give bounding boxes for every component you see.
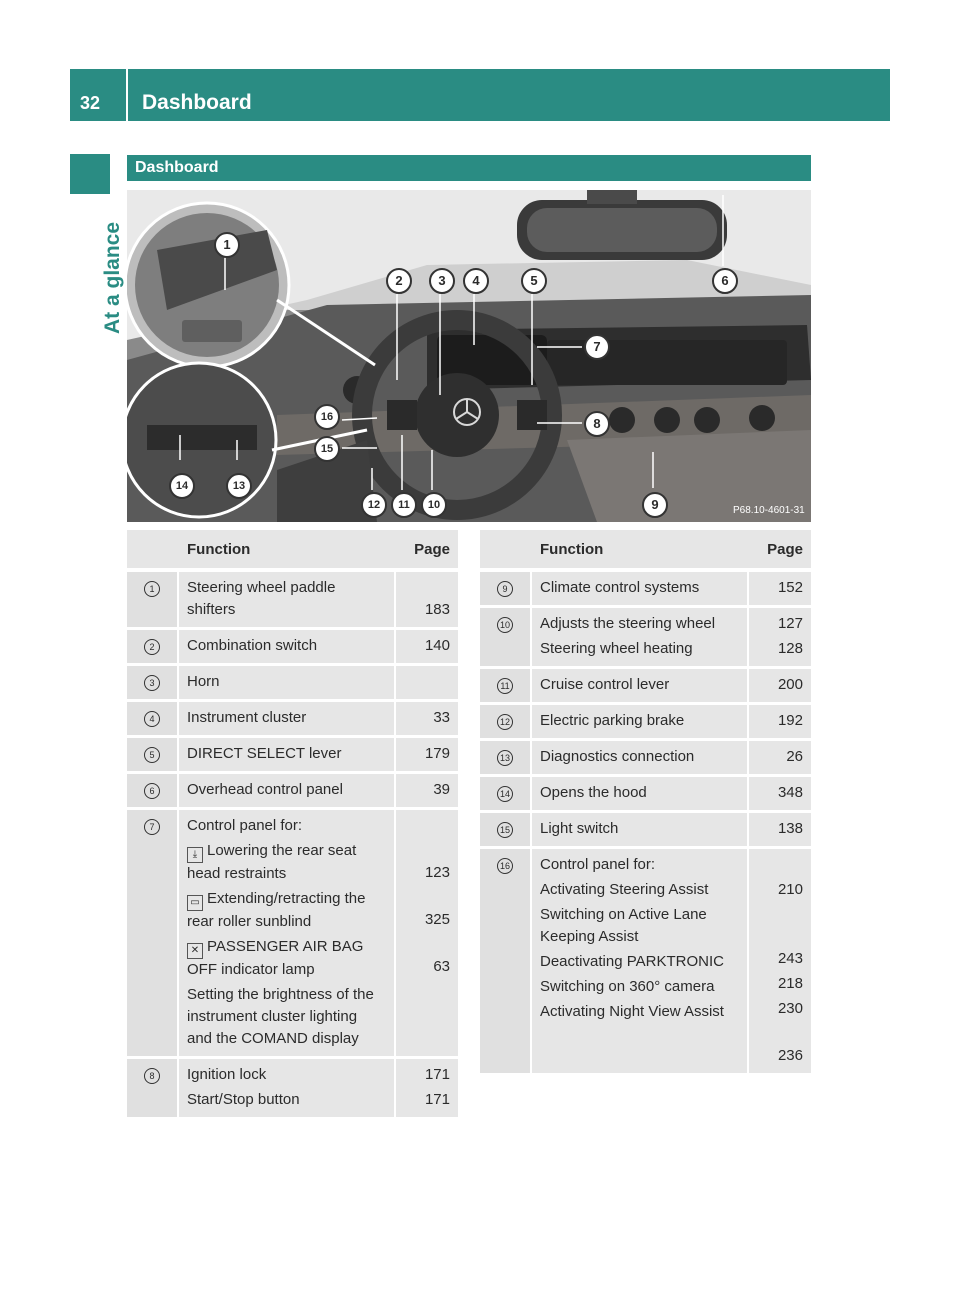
- callout-3: 3: [429, 268, 455, 294]
- callout-6: 6: [712, 268, 738, 294]
- page-ref: 218: [777, 975, 803, 992]
- sub-item-text: Setting the brightness of the instrument cluster lighting and the COMAND display: [187, 986, 374, 1047]
- table-row: [127, 810, 458, 1059]
- page-ref: 171: [424, 1066, 450, 1083]
- callout-7: 7: [584, 334, 610, 360]
- item-number-badge: 16: [497, 858, 513, 874]
- callout-1: 1: [214, 232, 240, 258]
- item-number-badge: 5: [144, 747, 160, 763]
- item-number-badge: 4: [144, 711, 160, 727]
- page-ref: 171: [424, 1091, 450, 1108]
- function-text: Steering wheel paddle shifters: [187, 579, 336, 618]
- page-ref: 348: [777, 784, 803, 801]
- page-ref: 236: [777, 1047, 803, 1064]
- table-row: [480, 813, 811, 849]
- table-row: [127, 666, 458, 702]
- page-ref: 200: [777, 676, 803, 693]
- callout-2: 2: [386, 268, 412, 294]
- header-divider: [126, 69, 128, 121]
- sub-item-text: Lowering the rear seat head restraints: [187, 842, 357, 882]
- table-row: [480, 777, 811, 813]
- item-number-badge: 14: [497, 786, 513, 802]
- item-number-badge: 3: [144, 675, 160, 691]
- function-text: Ignition lock: [187, 1066, 267, 1083]
- sub-item-text: Deactivating PARKTRONIC: [540, 953, 724, 970]
- section-header-bar: [127, 155, 811, 181]
- side-section-label: At a glance: [101, 221, 124, 334]
- function-text: Adjusts the steering wheel: [540, 615, 716, 632]
- sub-item-text: PASSENGER AIR BAG OFF indicator lamp: [187, 938, 364, 978]
- function-text: Electric parking brake: [540, 712, 685, 729]
- page-ref: 63: [433, 958, 450, 975]
- item-number-badge: 7: [144, 819, 160, 835]
- seat-headrest-icon: ⤓: [187, 847, 203, 863]
- function-text: Light switch: [540, 820, 619, 837]
- table-row: [127, 702, 458, 738]
- function-intro: Control panel for:: [187, 817, 303, 834]
- page-ref: 210: [777, 881, 803, 898]
- item-number-badge: 13: [497, 750, 513, 766]
- function-text: Steering wheel heating: [540, 640, 693, 657]
- page-ref: 128: [777, 640, 803, 657]
- page-ref: 33: [433, 709, 450, 726]
- sub-item: [187, 840, 386, 885]
- sunblind-icon: ▭: [187, 895, 203, 911]
- item-number-badge: 12: [497, 714, 513, 730]
- function-text: Opens the hood: [540, 784, 647, 801]
- callout-9: 9: [642, 492, 668, 518]
- page-ref: 127: [777, 615, 803, 632]
- item-number-badge: 2: [144, 639, 160, 655]
- table-row: [127, 774, 458, 810]
- callout-15: 15: [314, 436, 340, 462]
- sub-item-text: Switching on Active Lane Keeping Assist: [540, 906, 707, 945]
- page-header: Page: [396, 530, 458, 572]
- reference-table-right: [480, 530, 811, 1076]
- table-row: [480, 705, 811, 741]
- function-text: Cruise control lever: [540, 676, 670, 693]
- function-text: Instrument cluster: [187, 709, 307, 726]
- table-row: [127, 738, 458, 774]
- callout-12: 12: [361, 492, 387, 518]
- table-row: [480, 849, 811, 1076]
- page-header: Page: [749, 530, 811, 572]
- function-text: Overhead control panel: [187, 781, 343, 798]
- table-row: [480, 608, 811, 669]
- page-ref: 243: [777, 950, 803, 967]
- function-header: Function: [532, 530, 749, 572]
- sub-item: [187, 888, 386, 933]
- table-header-row: [480, 530, 811, 572]
- page-ref: 123: [424, 864, 450, 881]
- side-tab-marker: [70, 154, 110, 194]
- callout-4: 4: [463, 268, 489, 294]
- airbag-off-icon: ✕: [187, 943, 203, 959]
- figure-code: P68.10-4601-31: [733, 505, 805, 516]
- item-number-badge: 15: [497, 822, 513, 838]
- table-row: [480, 572, 811, 608]
- table-row: [127, 572, 458, 630]
- page-ref: 183: [424, 601, 450, 618]
- function-header: Function: [179, 530, 396, 572]
- callout-5: 5: [521, 268, 547, 294]
- page-ref: 179: [424, 745, 450, 762]
- sub-item: [187, 936, 386, 981]
- sub-item-text: Switching on 360° camera: [540, 978, 715, 995]
- item-number-badge: 11: [497, 678, 513, 694]
- callout-13: 13: [226, 473, 252, 499]
- page-ref: 230: [777, 1000, 803, 1017]
- sub-item-text: Activating Steering Assist: [540, 881, 709, 898]
- item-number-badge: 9: [497, 581, 513, 597]
- chapter-title: Dashboard: [142, 91, 252, 114]
- table-header-row: [127, 530, 458, 572]
- section-title: Dashboard: [135, 159, 219, 176]
- table-row: [480, 669, 811, 705]
- callout-8: 8: [584, 411, 610, 437]
- table-row: [480, 741, 811, 777]
- sub-item-text: Extending/retracting the rear roller sunblind: [187, 890, 366, 930]
- sub-item-text: Activating Night View Assist: [540, 1003, 724, 1020]
- function-text: DIRECT SELECT lever: [187, 745, 342, 762]
- function-text: Horn: [187, 673, 220, 690]
- figure-callouts: [127, 190, 811, 522]
- function-text: Climate control systems: [540, 579, 700, 596]
- number-header: [480, 530, 532, 572]
- function-text: Diagnostics connection: [540, 748, 695, 765]
- function-intro: Control panel for:: [540, 856, 656, 873]
- number-header: [127, 530, 179, 572]
- page-ref: 192: [777, 712, 803, 729]
- function-text: Combination switch: [187, 637, 318, 654]
- page-ref: 140: [424, 637, 450, 654]
- reference-table-left: [127, 530, 458, 1120]
- page-number: 32: [80, 93, 101, 113]
- item-number-badge: 6: [144, 783, 160, 799]
- item-number-badge: 8: [144, 1068, 160, 1084]
- page-ref: 39: [433, 781, 450, 798]
- callout-10: 10: [421, 492, 447, 518]
- table-row: [127, 630, 458, 666]
- callout-11: 11: [391, 492, 417, 518]
- callout-16: 16: [314, 404, 340, 430]
- function-text: Start/Stop button: [187, 1091, 300, 1108]
- table-row: [127, 1059, 458, 1120]
- item-number-badge: 10: [497, 617, 513, 633]
- callout-14: 14: [169, 473, 195, 499]
- page-ref: 138: [777, 820, 803, 837]
- sub-item: [187, 984, 386, 1050]
- item-number-badge: 1: [144, 581, 160, 597]
- page-ref: 325: [424, 911, 450, 928]
- page-ref: 152: [777, 579, 803, 596]
- page-ref: 26: [786, 748, 803, 765]
